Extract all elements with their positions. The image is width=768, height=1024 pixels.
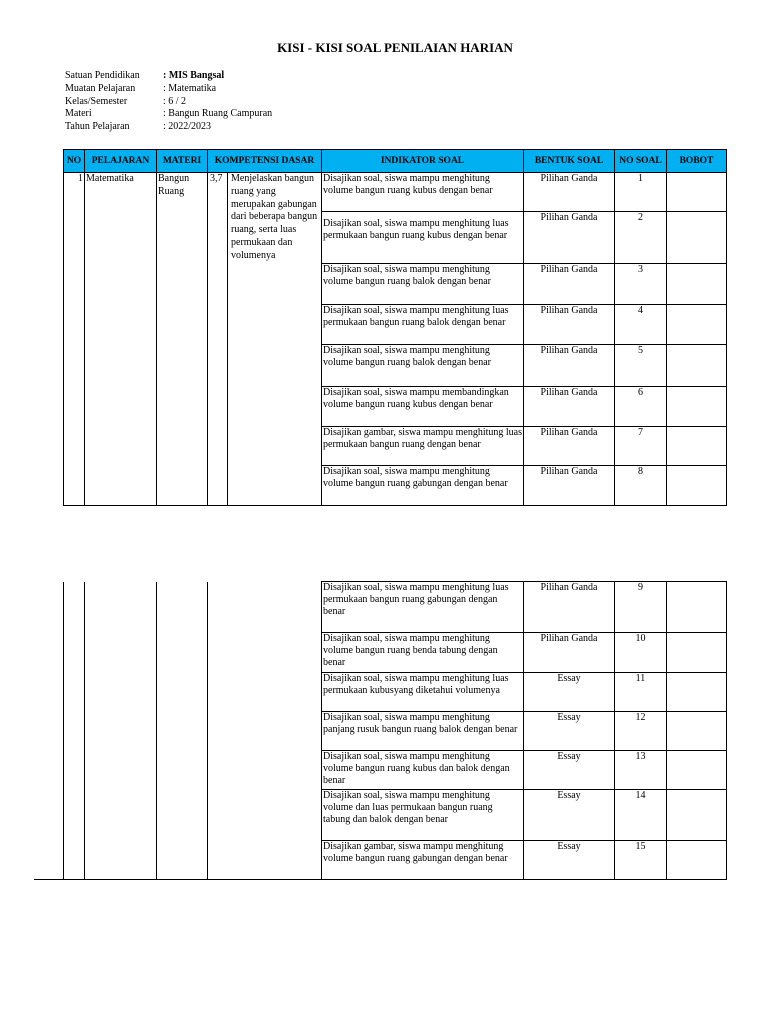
- cell-bentuk: Essay: [524, 841, 615, 880]
- cell-no-soal: 9: [615, 582, 667, 633]
- cell-bobot: [667, 633, 727, 673]
- cell-no: 1: [64, 173, 85, 506]
- cell-no-soal: 5: [615, 345, 667, 387]
- info-value: : MIS Bangsal: [163, 70, 225, 81]
- cell-indikator: [322, 712, 524, 751]
- cell-bobot: [667, 212, 727, 264]
- cell-no-soal: 8: [615, 466, 667, 506]
- table-bottom-rule: [34, 879, 726, 880]
- indikator-text: Disajikan soal, siswa mampu menghitung luas permukaan bangun ruang gabungan dengan benar: [323, 582, 509, 618]
- cell-bentuk: Pilihan Ganda: [524, 582, 615, 633]
- cell-bobot: [667, 582, 727, 633]
- cell-no-soal: 15: [615, 841, 667, 880]
- indikator-text: Disajikan soal, siswa mampu menghitung volume bangun ruang kubus dengan benar: [323, 173, 493, 197]
- cell-no-soal: 2: [615, 212, 667, 264]
- cell-indikator: [322, 345, 524, 387]
- cell-kd-number: 3,7: [208, 173, 228, 506]
- cell-no-soal: 1: [615, 173, 667, 212]
- cell-bentuk: Pilihan Ganda: [524, 466, 615, 506]
- info-value: : Bangun Ruang Campuran: [163, 108, 273, 120]
- indikator-text: Disajikan soal, siswa mampu menghitung luas permukaan kubusyang diketahui volumenya: [323, 673, 509, 697]
- cell-no-soal: 11: [615, 673, 667, 712]
- document-title: KISI - KISI SOAL PENILAIAN HARIAN: [277, 40, 513, 55]
- cell-indikator: [322, 387, 524, 427]
- cell-indikator: [322, 466, 524, 506]
- cell-bobot: [667, 387, 727, 427]
- cell-no-soal: 7: [615, 427, 667, 466]
- cell-bentuk: Pilihan Ganda: [524, 173, 615, 212]
- cell-materi: [157, 582, 208, 880]
- cell-no-soal: 10: [615, 633, 667, 673]
- cell-no-soal: 4: [615, 305, 667, 345]
- info-row: [65, 83, 272, 96]
- cell-no-soal: 14: [615, 790, 667, 841]
- info-label: Kelas/Semester: [65, 95, 128, 107]
- header-materi: MATERI: [157, 150, 208, 173]
- indikator-text: Disajikan soal, siswa mampu menghitung panjang rusuk bangun ruang balok dengan benar: [323, 712, 518, 736]
- cell-indikator: [322, 790, 524, 841]
- cell-no-soal: 3: [615, 264, 667, 305]
- info-value: : 2022/2023: [163, 121, 212, 133]
- header-bobot: BOBOT: [667, 150, 727, 173]
- cell-indikator: [322, 212, 524, 264]
- table-header-row: [64, 150, 727, 173]
- cell-indikator: [322, 633, 524, 673]
- table-row: [64, 582, 727, 633]
- header-kompetensi-dasar: KOMPETENSI DASAR: [208, 150, 322, 173]
- cell-kompetensi-dasar: [208, 582, 322, 880]
- indikator-text: Disajikan gambar, siswa mampu menghitung luas permukaan bangun ruang dengan benar: [323, 427, 523, 451]
- cell-bobot: [667, 466, 727, 506]
- info-label: Satuan Pendidikan: [65, 70, 140, 81]
- info-row: [65, 121, 272, 134]
- indikator-text: Disajikan soal, siswa mampu menghitung volume bangun ruang gabungan dengan benar: [323, 466, 508, 490]
- cell-bentuk: Essay: [524, 751, 615, 790]
- indikator-text: Disajikan gambar, siswa mampu menghitung volume bangun ruang gabungan dengan benar: [323, 841, 508, 865]
- cell-indikator: [322, 582, 524, 633]
- cell-bobot: [667, 173, 727, 212]
- cell-indikator: [322, 841, 524, 880]
- cell-bobot: [667, 790, 727, 841]
- cell-indikator: [322, 427, 524, 466]
- info-value: : 6 / 2: [163, 95, 187, 107]
- indikator-text: Disajikan soal, siswa mampu menghitung luas permukaan bangun ruang balok dengan benar: [323, 305, 509, 329]
- indikator-text: Disajikan soal, siswa mampu membandingkan volume bangun ruang kubus dengan benar: [323, 387, 509, 411]
- cell-bentuk: Pilihan Ganda: [524, 387, 615, 427]
- cell-bentuk: Essay: [524, 712, 615, 751]
- cell-no-soal: 13: [615, 751, 667, 790]
- info-label: Materi: [65, 108, 92, 120]
- info-row: [65, 96, 272, 109]
- info-row: [65, 70, 272, 83]
- cell-bentuk: Pilihan Ganda: [524, 345, 615, 387]
- document-info: [65, 70, 272, 134]
- indikator-text: Disajikan soal, siswa mampu menghitung volume bangun ruang benda tabung dengan benar: [323, 633, 498, 669]
- info-label: Tahun Pelajaran: [65, 121, 130, 133]
- table-row: [64, 173, 727, 212]
- cell-bentuk: Pilihan Ganda: [524, 633, 615, 673]
- cell-indikator: [322, 264, 524, 305]
- indikator-text: Disajikan soal, siswa mampu menghitung volume dan luas permukaan bangun ruang tabung dan balok dengan benar: [323, 790, 493, 826]
- header-bentuk-soal: BENTUK SOAL: [524, 150, 615, 173]
- cell-bentuk: Essay: [524, 790, 615, 841]
- kisi-table-part-2: [63, 581, 727, 880]
- cell-bobot: [667, 345, 727, 387]
- header-no-soal: NO SOAL: [615, 150, 667, 173]
- indikator-text: Disajikan soal, siswa mampu menghitung volume bangun ruang kubus dan balok dengan benar: [323, 751, 510, 787]
- cell-pelajaran: Matematika: [85, 173, 157, 506]
- cell-bobot: [667, 841, 727, 880]
- cell-kompetensi-dasar: Menjelaskan bangun ruang yang merupakan gabungan dari beberapa bangun ruang, serta luas permukaan dan volumenya: [228, 173, 322, 506]
- cell-pelajaran: [85, 582, 157, 880]
- indikator-text: Disajikan soal, siswa mampu menghitung luas permukaan bangun ruang kubus dengan benar: [323, 218, 509, 242]
- cell-bobot: [667, 427, 727, 466]
- cell-bentuk: Pilihan Ganda: [524, 305, 615, 345]
- cell-bobot: [667, 673, 727, 712]
- cell-bentuk: Essay: [524, 673, 615, 712]
- info-value: : Matematika: [163, 82, 217, 94]
- header-no: NO: [64, 150, 85, 173]
- info-row: [65, 108, 272, 121]
- cell-bobot: [667, 712, 727, 751]
- header-pelajaran: PELAJARAN: [85, 150, 157, 173]
- indikator-text: Disajikan soal, siswa mampu menghitung volume bangun ruang balok dengan benar: [323, 345, 492, 369]
- cell-bobot: [667, 305, 727, 345]
- indikator-text: Disajikan soal, siswa mampu menghitung volume bangun ruang balok dengan benar: [323, 264, 492, 288]
- cell-indikator: [322, 673, 524, 712]
- cell-no: [64, 582, 85, 880]
- info-label: Muatan Pelajaran: [65, 82, 136, 94]
- cell-bentuk: Pilihan Ganda: [524, 264, 615, 305]
- cell-no-soal: 12: [615, 712, 667, 751]
- cell-bobot: [667, 751, 727, 790]
- cell-bentuk: Pilihan Ganda: [524, 427, 615, 466]
- cell-indikator: [322, 173, 524, 212]
- header-indikator-soal: INDIKATOR SOAL: [322, 150, 524, 173]
- cell-bobot: [667, 264, 727, 305]
- cell-indikator: [322, 305, 524, 345]
- cell-bentuk: Pilihan Ganda: [524, 212, 615, 264]
- cell-materi: Bangun Ruang: [157, 173, 208, 506]
- cell-indikator: [322, 751, 524, 790]
- kisi-table-part-1: [63, 149, 727, 506]
- cell-no-soal: 6: [615, 387, 667, 427]
